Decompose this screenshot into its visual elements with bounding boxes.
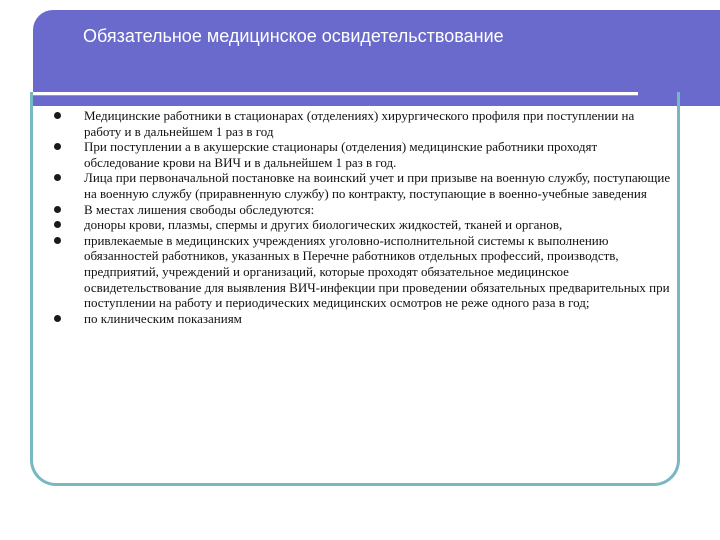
list-item	[54, 108, 674, 139]
bullet-text: В местах лишения свободы обследуются:	[84, 201, 315, 217]
bullet-text: При поступлении а в акушерские стационары (отделения) медицинские работники проходят обследование крови на ВИЧ и в дальнейшем 1 раз в год.	[84, 139, 598, 170]
bullet-text: доноры крови, плазмы, спермы и других биологических жидкостей, тканей и органов,	[84, 217, 563, 233]
list-item	[54, 217, 674, 233]
bullet-dot-icon	[54, 206, 61, 213]
list-item	[54, 139, 674, 170]
bullet-text: по клиническим показаниям	[84, 310, 242, 326]
list-item	[54, 202, 674, 218]
bullet-dot-icon	[54, 237, 61, 244]
bullet-dot-icon	[54, 221, 61, 228]
bullet-text: Лица при первоначальной постановке на воинский учет и при призыве на военную службу, поступающие на военную службу (приравненную службу) по контракту, поступающие в военно-учебные заведения	[84, 170, 671, 201]
bullet-dot-icon	[54, 112, 61, 119]
bullet-text: привлекаемые в медицинских учреждениях уголовно-исполнительной системы к выполнению обязанностей работников, указанных в Перечне работников отдельных профессий, производств, предприятий, учреждений и организаций, которые проходят обязательное медицинское освидетельствование для выявления ВИЧ-инфекции при проведении обязательных предварительных при поступлении на работу и периодических медицинских осмотров не реже одного раза в год;	[84, 232, 670, 311]
bullet-text: Медицинские работники в стационарах (отделениях) хирургического профиля при поступлении на работу и в дальнейшем 1 раз в год	[84, 108, 635, 139]
list-item	[54, 233, 674, 311]
bullet-dot-icon	[54, 143, 61, 150]
bullet-list	[54, 108, 674, 326]
bullet-dot-icon	[54, 174, 61, 181]
list-item	[54, 311, 674, 327]
slide-title: Обязательное медицинское освидетельствование	[83, 26, 504, 46]
bullet-dot-icon	[54, 315, 61, 322]
list-item	[54, 170, 674, 201]
